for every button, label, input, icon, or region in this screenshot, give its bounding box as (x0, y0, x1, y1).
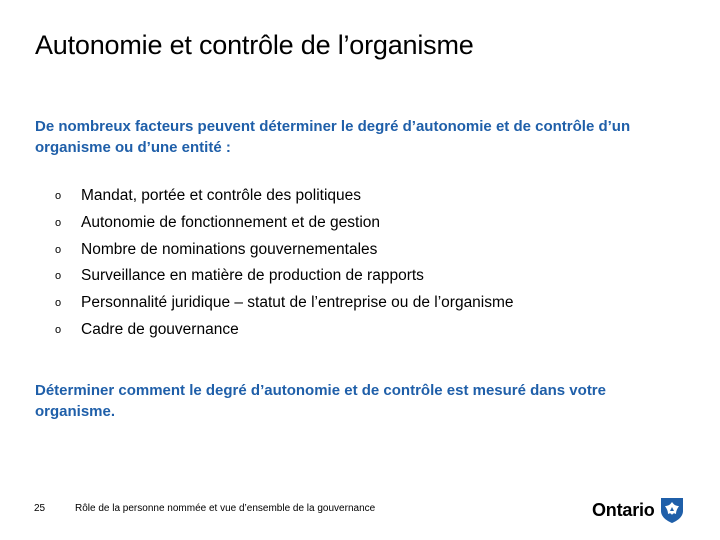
list-item-text: Autonomie de fonctionnement et de gestion (81, 213, 381, 231)
bullet-marker: o (55, 216, 62, 229)
list-item-text: Surveillance en matière de production de rapports (81, 267, 424, 285)
list-item-text: Personnalité juridique – statut de l’entreprise ou de l’organisme (81, 294, 514, 312)
bullet-marker: o (55, 270, 62, 283)
bullet-marker: o (55, 323, 62, 336)
intro-text: De nombreux facteurs peuvent déterminer le degré d’autonomie et de contrôle d’un organisme ou d’une entité : (35, 118, 631, 156)
closing-text: Déterminer comment le degré d’autonomie et de contrôle est mesuré dans votre organisme. (35, 382, 606, 420)
footer-text: Rôle de la personne nommée et vue d’ensemble de la gouvernance (75, 503, 376, 514)
bullet-marker: o (55, 297, 62, 310)
list-item-text: Cadre de gouvernance (81, 320, 239, 338)
logo-wordmark: Ontario (592, 499, 655, 520)
ontario-trillium-icon (659, 496, 685, 524)
bullet-marker: o (55, 243, 62, 256)
list-item-text: Nombre de nominations gouvernementales (81, 240, 378, 258)
ontario-logo (592, 494, 685, 526)
bullet-marker: o (55, 190, 62, 202)
slide-title: Autonomie et contrôle de l’organisme (35, 30, 474, 60)
list-item-text: Mandat, portée et contrôle des politiques (81, 187, 362, 204)
page-number: 25 (34, 503, 46, 514)
